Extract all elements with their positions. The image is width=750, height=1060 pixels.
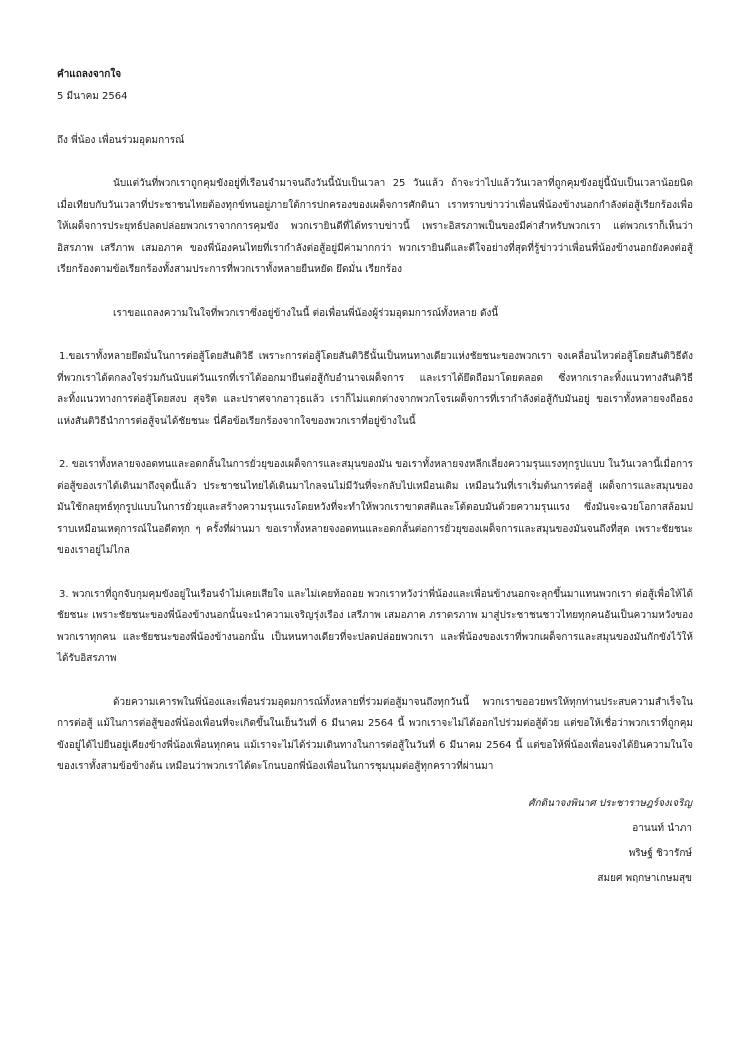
signature-block: [528, 791, 692, 891]
intro-paragraph: เราขอแถลงความในใจที่พวกเราซึ่งอยู่ข้างในนี้ ต่อเพื่อนพี่น้องผู้ร่วมอุดมการณ์ทั้งหลาย ดังนี้: [113, 307, 499, 319]
point-1: 1.ขอเราทั้งหลายยึดมั่นในการต่อสู้โดยสันติวิธี เพราะการต่อสู้โดยสันติวิธีนั้นเป็นหนทางเดียวแห่งชัยชนะของพวกเรา จงเคลื่อนไหวต่อสู้โดยสันติวิธีดังที่พวกเราได้ตกลงใจร่วมกันนับแต่วันแรกที่เราได้ออกมายืนต่อสู้กับอำนาจเผด็จการ และเราได้ยึดถือมาโดยตลอด ซึ่งหากเราละทิ้งแนวทางสันติวิธี ละทิ้งแนวทางการต่อสู้โดยสงบ สุจริต และปราศจากอาวุธแล้ว เราก็ไม่แตกต่างจากพวกโจรเผด็จการที่เรากำลังต่อสู้กับมันอยู่ ขอเราทั้งหลายจงถือธงแห่งสันติวิธีนำการต่อสู้จนได้ชัยชนะ นี่คือข้อเรียกร้องจากใจของพวกเราที่อยู่ข้างในนี้: [57, 351, 693, 427]
signatory-name: พริษฐ์ ชิวารักษ์: [628, 848, 692, 859]
letter-title: คำแถลงจากใจ: [57, 69, 122, 80]
salutation: ถึง พี่น้อง เพื่อนร่วมอุดมการณ์: [57, 134, 185, 146]
point-2: 2. ขอเราทั้งหลายจงอดทนและอดกลั้นในการยั่วยุของเผด็จการและสมุนของมัน ขอเราทั้งหลายจงหลีกเลี่ยงความรุนแรงทุกรูปแบบ ในวันเวลานี้เมื่อการต่อสู้ของเราได้เดินมาถึงจุดนี้แล้ว ประชาชนไทยได้เดินมาไกลจนไม่มีวันที่จะกลับไปเหมือนเดิม เหมือนวันที่เราเริ่มต้นการต่อสู้ เผด็จการและสมุนของมันใช้กลยุทธ์ทุกรูปแบบในการยั่วยุและสร้างความรุนแรงโดยหวังที่จะทำให้พวกเราขาดสติและโต้ตอบมันด้วยความรุนแรง ซึ่งมันจะฉวยโอกาสล้อมปราบเหมือนเหตุการณ์ในอดีตทุก ๆ ครั้งที่ผ่านมา ขอเราทั้งหลายจงอดทนและอดกลั้นต่อการยั่วยุของเผด็จการและสมุนของมันจนถึงที่สุด เพราะชัยชนะของเราอยู่ไม่ไกล: [57, 459, 693, 556]
letter-body: [57, 64, 693, 800]
signatory-name: อานนท์ นำภา: [632, 823, 692, 834]
signature-slogan: ศักดินาจงพินาศ ประชาราษฎร์จงเจริญ: [528, 798, 692, 809]
opening-paragraph: นับแต่วันที่พวกเราถูกคุมขังอยู่ที่เรือนจำมาจนถึงวันนี้นับเป็นเวลา 25 วันแล้ว ถ้าจะว่าไปแล้ววันเวลาที่ถูกคุมขังอยู่นี้นับเป็นเวลาน้อยนิดเมื่อเทียบกับวันเวลาที่ประชาชนไทยต้องทุกข์ทนอยู่ภายใต้การปกครองของเผด็จการศักดินา เราทราบข่าวว่าเพื่อนพี่น้องข้างนอกกำลังต่อสู้เรียกร้องเพื่อให้เผด็จการประยุทธ์ปลดปล่อยพวกเราจากการคุมขัง พวกเรายินดีที่ได้ทราบข่าวนี้ เพราะอิสรภาพเป็นของมีค่าสำหรับพวกเรา แต่พวกเราก็เห็นว่าอิสรภาพ เสรีภาพ เสมอภาค ของพี่น้องคนไทยที่เรากำลังต่อสู้อยู่มีค่ามากกว่า พวกเรายินดีและดีใจอย่างที่สุดที่รู้ข่าวว่าเพื่อนพี่น้องข้างนอกยังคงต่อสู้เรียกร้องตามข้อเรียกร้องทั้งสามประการที่พวกเราทั้งหลายยืนหยัด ยึดมั่น เรียกร้อง: [57, 178, 693, 275]
closing-paragraph: ด้วยความเคารพในพี่น้องและเพื่อนร่วมอุดมการณ์ทั้งหลายที่ร่วมต่อสู้มาจนถึงทุกวันนี้ พวกเราขออวยพรให้ทุกท่านประสบความสำเร็จในการต่อสู้ แม้ในการต่อสู้ของพี่น้องเพื่อนที่จะเกิดขึ้นในเย็นวันที่ 6 มีนาคม 2564 นี้ พวกเราจะไม่ได้ออกไปร่วมต่อสู้ด้วย แต่ขอให้เชื่อว่าพวกเราที่ถูกคุมขังอยู่ได้ไปยืนอยู่เคียงข้างพี่น้องเพื่อนทุกคน แม้เราจะไม่ได้ร่วมเดินทางในการต่อสู้ในวันที่ 6 มีนาคม 2564 นี้ แต่ขอให้พี่น้องเพื่อนจงได้ยินความในใจของเราทั้งสามข้อข้างต้น เหมือนว่าพวกเราได้ตะโกนบอกพี่น้องเพื่อนในการชุมนุมต่อสู้ทุกคราวที่ผ่านมา: [57, 696, 693, 772]
signatory-name: สมยศ พฤกษาเกษมสุข: [597, 873, 692, 884]
point-3: 3. พวกเราที่ถูกจับกุมคุมขังอยู่ในเรือนจำไม่เคยเสียใจ และไม่เคยท้อถอย พวกเราหวังว่าพี่น้องและเพื่อนข้างนอกจะลุกขึ้นมาแทนพวกเรา ต่อสู้เพื่อให้ได้ชัยชนะ เพราะชัยชนะของพี่น้องข้างนอกนั้นจะนำความเจริญรุ่งเรือง เสรีภาพ เสมอภาค ภราดรภาพ มาสู่ประชาชนชาวไทยทุกคนอันเป็นความหวังของพวกเราทุกคน และชัยชนะของพี่น้องข้างนอกนั้น เป็นหนทางเดียวที่จะปลดปล่อยพวกเรา และพี่น้องของเราที่พวกเผด็จการและสมุนของมันกักขังไว้ให้ได้รับอิสรภาพ: [57, 588, 694, 664]
letter-date: 5 มีนาคม 2564: [57, 91, 128, 102]
